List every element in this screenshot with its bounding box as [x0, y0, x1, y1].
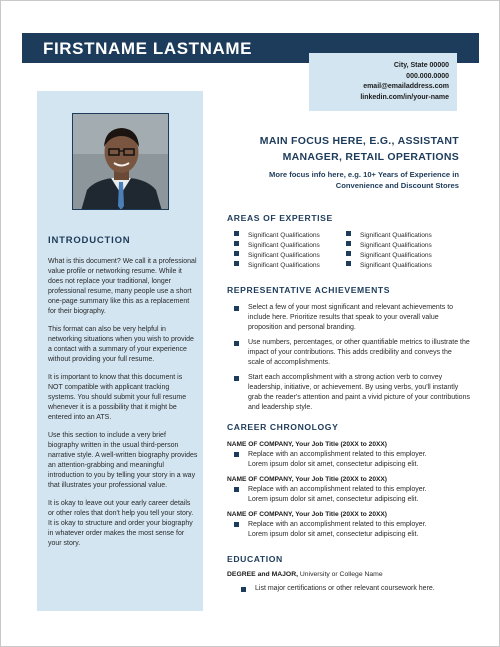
job-accomplishment: Replace with an accomplishment related to this employer.: [248, 521, 427, 528]
contact-phone: 000.000.0000: [406, 72, 449, 80]
headline-subtitle: [211, 169, 459, 191]
intro-paragraph: Use this section to include a very brief biography written in the usual third-person narrative style. A well-written biography provides an attention-grabbing and meaningful introduction to you by telling your story in a way that illustrates your professional value.: [48, 432, 198, 489]
intro-text: [48, 257, 198, 557]
expertise-heading: AREAS OF EXPERTISE: [227, 213, 333, 223]
achievement-item: Select a few of your most significant and relevant achievements to include here. Prioritize results that speak to your overall value proposition and personal branding.: [234, 303, 470, 333]
profile-photo: [72, 113, 169, 210]
headline-title-line: MANAGER, RETAIL OPERATIONS: [282, 151, 459, 163]
job-entry: [227, 475, 472, 505]
job-title: NAME OF COMPANY, Your Job Title (20XX to 20XX): [227, 476, 387, 483]
bullet-square-icon: [346, 261, 351, 266]
intro-paragraph: It is important to know that this document is NOT compatible with applicant tracking systems. You should submit your full resume whenever it is a possibility that it might be entered into an ATS.: [48, 374, 187, 421]
expertise-item: Significant Qualifications: [346, 241, 461, 251]
bullet-square-icon: [234, 231, 239, 236]
intro-paragraph: This format can also be very helpful in networking situations when you wish to provide a contact with a summary of your experience without providing your full resume.: [48, 326, 194, 363]
headline-subtitle-line: More focus info here, e.g. 10+ Years of Experience in: [269, 170, 459, 179]
bullet-square-icon: [234, 452, 239, 457]
expertise-item: Significant Qualifications: [234, 241, 349, 251]
bullet-square-icon: [234, 306, 239, 311]
expertise-item: Significant Qualifications: [234, 251, 349, 261]
job-title: NAME OF COMPANY, Your Job Title (20XX to 20XX): [227, 441, 387, 448]
bullet-square-icon: [234, 376, 239, 381]
bullet-square-icon: [346, 241, 351, 246]
contact-linkedin: linkedin.com/in/your-name: [360, 93, 449, 101]
expertise-item: Significant Qualifications: [346, 251, 461, 261]
achievement-item: Use numbers, percentages, or other quantifiable metrics to illustrate the impact of your contributions. This adds credibility and conveys the scale of accomplishments.: [234, 338, 470, 368]
education-item: List major certifications or other relevant coursework here.: [241, 585, 435, 592]
bullet-square-icon: [346, 231, 351, 236]
headline-title-line: MAIN FOCUS HERE, E.G., ASSISTANT: [259, 135, 459, 147]
bullet-square-icon: [346, 251, 351, 256]
intro-paragraph: What is this document? We call it a professional value profile or networking resume. While it does not replace your traditional, longer professional resume, many people use a short one-page summary like this as a replacement for their biography.: [48, 258, 197, 315]
achievements-list: [234, 303, 470, 418]
education-heading: EDUCATION: [227, 554, 283, 564]
job-title: NAME OF COMPANY, Your Job Title (20XX to 20XX): [227, 511, 387, 518]
job-accomplishment: Replace with an accomplishment related to this employer.: [248, 486, 427, 493]
intro-heading: INTRODUCTION: [48, 235, 131, 246]
chronology-heading: CAREER CHRONOLOGY: [227, 422, 339, 432]
contact-box: [309, 53, 457, 111]
job-detail: Lorem ipsum dolor sit amet, consectetur adipiscing elit.: [248, 496, 419, 503]
achievements-heading: REPRESENTATIVE ACHIEVEMENTS: [227, 285, 391, 295]
headline-subtitle-line: Convenience and Discount Stores: [335, 181, 459, 190]
job-accomplishment: Replace with an accomplishment related to this employer.: [248, 451, 427, 458]
bullet-square-icon: [234, 251, 239, 256]
bullet-square-icon: [234, 261, 239, 266]
bullet-square-icon: [234, 487, 239, 492]
contact-email: email@emailaddress.com: [363, 83, 449, 90]
expertise-item: Significant Qualifications: [234, 261, 349, 271]
bullet-square-icon: [234, 341, 239, 346]
candidate-name: FIRSTNAME LASTNAME: [43, 39, 253, 58]
job-detail: Lorem ipsum dolor sit amet, consectetur adipiscing elit.: [248, 531, 419, 538]
job-entry: [227, 440, 472, 470]
expertise-item: Significant Qualifications: [234, 231, 349, 241]
job-detail: Lorem ipsum dolor sit amet, consectetur adipiscing elit.: [248, 461, 419, 468]
expertise-column: [234, 231, 349, 271]
bullet-square-icon: [234, 522, 239, 527]
headline-title: [211, 133, 459, 165]
intro-paragraph: It is okay to leave out your early career details or other roles that don't help you tell your story. It is okay to structure and order your biography in whatever order makes the most sense for your story.: [48, 500, 194, 547]
education-degree: DEGREE and MAJOR, University or College Name: [227, 571, 383, 578]
contact-address: City, State 00000: [393, 62, 449, 69]
expertise-item: Significant Qualifications: [346, 231, 461, 241]
expertise-column: [346, 231, 461, 271]
bullet-square-icon: [241, 587, 246, 592]
achievement-item: Start each accomplishment with a strong action verb to convey leadership, initiative, or achievement. By using verbs, you'll instantly grab the reader's attention and paint a vivid picture of your contributions and leadership style.: [234, 373, 470, 413]
portrait-image: [73, 114, 169, 210]
job-entry: [227, 510, 472, 540]
expertise-item: Significant Qualifications: [346, 261, 461, 271]
bullet-square-icon: [234, 241, 239, 246]
